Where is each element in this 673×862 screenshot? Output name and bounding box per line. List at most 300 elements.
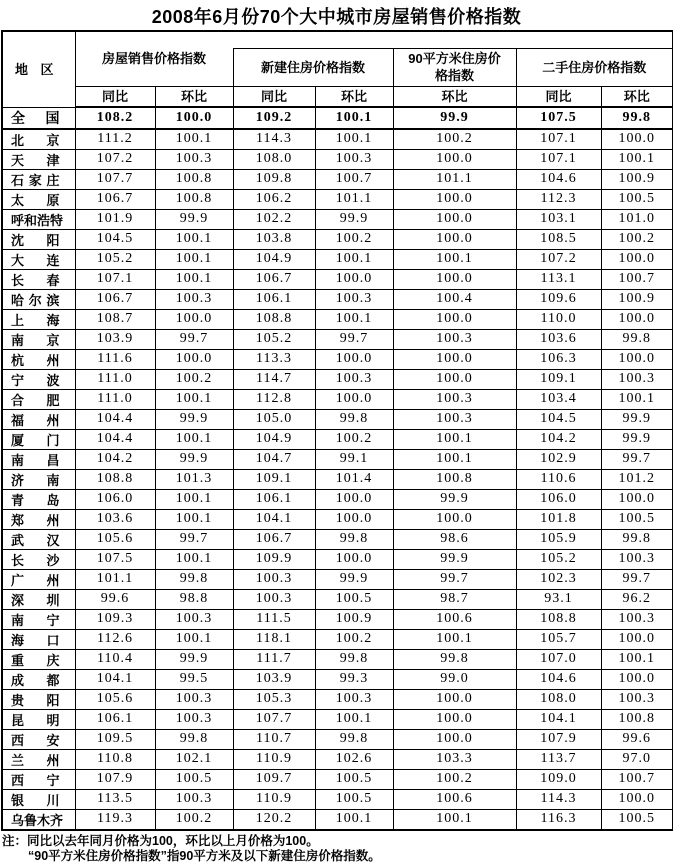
value-cell: 106.0 xyxy=(75,489,155,509)
value-cell: 104.1 xyxy=(75,669,155,689)
value-cell: 103.6 xyxy=(75,509,155,529)
header-blank-cell xyxy=(233,31,673,48)
sub-header-new-yoy: 同比 xyxy=(233,86,315,107)
value-cell: 100.2 xyxy=(393,129,516,150)
value-cell: 100.0 xyxy=(393,349,516,369)
value-cell: 100.0 xyxy=(315,349,393,369)
value-cell: 100.9 xyxy=(601,289,673,309)
value-cell: 103.4 xyxy=(516,389,601,409)
value-cell: 114.7 xyxy=(233,369,315,389)
value-cell: 99.9 xyxy=(315,209,393,229)
region-name: 广 州 xyxy=(11,572,60,588)
value-cell: 100.1 xyxy=(155,269,233,289)
value-cell: 99.8 xyxy=(155,729,233,749)
value-cell: 100.3 xyxy=(233,589,315,609)
value-cell: 100.5 xyxy=(601,809,673,830)
region-name: 昆 明 xyxy=(11,712,60,728)
value-cell: 100.3 xyxy=(155,789,233,809)
value-cell: 107.7 xyxy=(233,709,315,729)
col-group-new: 新建住房价格指数 xyxy=(233,48,393,86)
value-cell: 100.0 xyxy=(601,249,673,269)
value-cell: 118.1 xyxy=(233,629,315,649)
sub-header-new-mom: 环比 xyxy=(315,86,393,107)
value-cell: 98.8 xyxy=(155,589,233,609)
value-cell: 101.4 xyxy=(315,469,393,489)
value-cell: 110.7 xyxy=(233,729,315,749)
value-cell: 100.1 xyxy=(155,229,233,249)
value-cell: 101.3 xyxy=(155,469,233,489)
value-cell: 100.0 xyxy=(315,269,393,289)
region-name: 长 春 xyxy=(11,272,60,288)
value-cell: 99.8 xyxy=(315,729,393,749)
value-cell: 100.0 xyxy=(393,509,516,529)
notes xyxy=(0,831,673,862)
table-row xyxy=(2,669,673,689)
value-cell: 100.0 xyxy=(393,269,516,289)
value-cell: 107.9 xyxy=(516,729,601,749)
region-cell xyxy=(2,549,75,569)
value-cell: 99.7 xyxy=(601,449,673,469)
value-cell: 104.9 xyxy=(233,429,315,449)
value-cell: 98.6 xyxy=(393,529,516,549)
sub-header-overall-yoy: 同比 xyxy=(75,86,155,107)
value-cell: 100.3 xyxy=(601,369,673,389)
table-row xyxy=(2,529,673,549)
col-group-secondhand: 二手住房价格指数 xyxy=(516,48,673,86)
value-cell: 107.5 xyxy=(75,549,155,569)
table-row xyxy=(2,629,673,649)
col-group-overall: 房屋销售价格指数 xyxy=(75,31,233,86)
table-row xyxy=(2,229,673,249)
region-cell xyxy=(2,429,75,449)
value-cell: 104.1 xyxy=(233,509,315,529)
region-cell xyxy=(2,329,75,349)
region-cell xyxy=(2,309,75,329)
value-cell: 107.1 xyxy=(516,149,601,169)
value-cell: 100.3 xyxy=(155,149,233,169)
region-name: 哈 尔 滨 xyxy=(11,292,60,308)
value-cell: 102.1 xyxy=(155,749,233,769)
region-name: 上 海 xyxy=(11,312,60,328)
value-cell: 93.1 xyxy=(516,589,601,609)
value-cell: 99.0 xyxy=(393,669,516,689)
sub-header-overall-mom: 环比 xyxy=(155,86,233,107)
col-group-90sqm: 90平方米住房价格指数 xyxy=(393,48,516,86)
value-cell: 99.8 xyxy=(393,649,516,669)
value-cell: 99.6 xyxy=(601,729,673,749)
region-cell xyxy=(2,529,75,549)
value-cell: 99.8 xyxy=(315,529,393,549)
value-cell: 106.1 xyxy=(233,289,315,309)
value-cell: 100.2 xyxy=(155,369,233,389)
value-cell: 111.0 xyxy=(75,389,155,409)
value-cell: 99.9 xyxy=(393,107,516,129)
value-cell: 100.0 xyxy=(155,349,233,369)
region-name: 大 连 xyxy=(11,252,60,268)
region-name: 宁 波 xyxy=(11,372,60,388)
value-cell: 106.7 xyxy=(75,289,155,309)
value-cell: 99.9 xyxy=(393,489,516,509)
value-cell: 103.8 xyxy=(233,229,315,249)
region-cell xyxy=(2,249,75,269)
value-cell: 99.7 xyxy=(155,529,233,549)
region-name: 石 家 庄 xyxy=(11,172,60,188)
region-name: 武 汉 xyxy=(11,532,60,548)
value-cell: 100.0 xyxy=(315,549,393,569)
value-cell: 113.5 xyxy=(75,789,155,809)
value-cell: 104.2 xyxy=(75,449,155,469)
value-cell: 100.0 xyxy=(393,369,516,389)
value-cell: 103.1 xyxy=(516,209,601,229)
region-name: 杭 州 xyxy=(11,352,60,368)
value-cell: 100.3 xyxy=(315,689,393,709)
value-cell: 106.2 xyxy=(233,189,315,209)
value-cell: 99.9 xyxy=(601,429,673,449)
region-name: 海 口 xyxy=(11,632,60,648)
value-cell: 99.8 xyxy=(315,649,393,669)
value-cell: 100.3 xyxy=(233,569,315,589)
value-cell: 100.2 xyxy=(155,809,233,830)
value-cell: 107.5 xyxy=(516,107,601,129)
value-cell: 100.0 xyxy=(601,349,673,369)
table-row xyxy=(2,729,673,749)
value-cell: 104.5 xyxy=(516,409,601,429)
value-cell: 116.3 xyxy=(516,809,601,830)
table-row xyxy=(2,107,673,129)
value-cell: 100.1 xyxy=(393,809,516,830)
region-cell xyxy=(2,449,75,469)
value-cell: 104.9 xyxy=(233,249,315,269)
region-name: 西 安 xyxy=(11,732,60,748)
value-cell: 100.1 xyxy=(601,649,673,669)
value-cell: 100.0 xyxy=(315,389,393,409)
value-cell: 100.0 xyxy=(393,229,516,249)
region-cell xyxy=(2,489,75,509)
value-cell: 105.0 xyxy=(233,409,315,429)
table-row xyxy=(2,429,673,449)
value-cell: 112.6 xyxy=(75,629,155,649)
value-cell: 100.5 xyxy=(601,509,673,529)
value-cell: 99.7 xyxy=(393,569,516,589)
value-cell: 100.1 xyxy=(601,389,673,409)
value-cell: 100.1 xyxy=(155,509,233,529)
value-cell: 100.8 xyxy=(155,189,233,209)
value-cell: 105.6 xyxy=(75,689,155,709)
table-row xyxy=(2,329,673,349)
value-cell: 119.3 xyxy=(75,809,155,830)
value-cell: 98.7 xyxy=(393,589,516,609)
region-cell xyxy=(2,409,75,429)
value-cell: 103.9 xyxy=(75,329,155,349)
region-name: 全 国 xyxy=(11,109,60,126)
value-cell: 101.8 xyxy=(516,509,601,529)
value-cell: 99.3 xyxy=(315,669,393,689)
value-cell: 99.8 xyxy=(601,329,673,349)
table-row xyxy=(2,349,673,369)
region-cell xyxy=(2,189,75,209)
header-row-subheaders xyxy=(2,86,673,107)
region-cell xyxy=(2,789,75,809)
sub-header-90sqm-mom: 环比 xyxy=(393,86,516,107)
value-cell: 99.1 xyxy=(315,449,393,469)
table-row xyxy=(2,249,673,269)
value-cell: 99.9 xyxy=(155,209,233,229)
value-cell: 100.0 xyxy=(601,629,673,649)
value-cell: 100.2 xyxy=(315,229,393,249)
value-cell: 100.3 xyxy=(315,149,393,169)
region-name: 成 都 xyxy=(11,672,60,688)
value-cell: 100.1 xyxy=(393,249,516,269)
value-cell: 100.1 xyxy=(155,549,233,569)
region-name: 西 宁 xyxy=(11,772,60,788)
value-cell: 99.8 xyxy=(601,107,673,129)
table-row xyxy=(2,569,673,589)
region-header-label: 地 区 xyxy=(15,61,54,77)
table-body xyxy=(2,107,673,830)
value-cell: 111.6 xyxy=(75,349,155,369)
value-cell: 109.8 xyxy=(233,169,315,189)
value-cell: 100.0 xyxy=(393,709,516,729)
region-name: 沈 阳 xyxy=(11,232,60,248)
value-cell: 109.7 xyxy=(233,769,315,789)
region-cell xyxy=(2,469,75,489)
value-cell: 100.9 xyxy=(601,169,673,189)
value-cell: 114.3 xyxy=(516,789,601,809)
value-cell: 105.9 xyxy=(516,529,601,549)
value-cell: 99.7 xyxy=(601,569,673,589)
region-cell xyxy=(2,389,75,409)
table-row xyxy=(2,809,673,830)
value-cell: 104.5 xyxy=(75,229,155,249)
region-cell xyxy=(2,649,75,669)
value-cell: 100.2 xyxy=(393,769,516,789)
value-cell: 108.5 xyxy=(516,229,601,249)
region-cell xyxy=(2,129,75,150)
value-cell: 111.0 xyxy=(75,369,155,389)
value-cell: 100.0 xyxy=(601,129,673,150)
table-row xyxy=(2,649,673,669)
value-cell: 111.2 xyxy=(75,129,155,150)
table-row xyxy=(2,549,673,569)
value-cell: 99.9 xyxy=(315,569,393,589)
region-cell xyxy=(2,769,75,789)
value-cell: 100.8 xyxy=(155,169,233,189)
value-cell: 99.9 xyxy=(155,649,233,669)
table-row xyxy=(2,489,673,509)
table-header xyxy=(2,31,673,107)
value-cell: 107.1 xyxy=(516,129,601,150)
value-cell: 100.8 xyxy=(601,709,673,729)
value-cell: 100.5 xyxy=(315,789,393,809)
value-cell: 100.3 xyxy=(315,289,393,309)
value-cell: 100.3 xyxy=(155,609,233,629)
value-cell: 100.1 xyxy=(315,249,393,269)
value-cell: 104.4 xyxy=(75,409,155,429)
value-cell: 100.3 xyxy=(155,289,233,309)
value-cell: 100.0 xyxy=(601,309,673,329)
value-cell: 99.9 xyxy=(155,449,233,469)
table-row xyxy=(2,169,673,189)
table-row xyxy=(2,609,673,629)
table-row xyxy=(2,709,673,729)
value-cell: 108.7 xyxy=(75,309,155,329)
region-cell xyxy=(2,609,75,629)
value-cell: 99.7 xyxy=(155,329,233,349)
table-row xyxy=(2,589,673,609)
value-cell: 111.5 xyxy=(233,609,315,629)
value-cell: 100.1 xyxy=(393,429,516,449)
value-cell: 99.5 xyxy=(155,669,233,689)
value-cell: 106.7 xyxy=(233,269,315,289)
value-cell: 100.6 xyxy=(393,609,516,629)
value-cell: 100.4 xyxy=(393,289,516,309)
region-name: 天 津 xyxy=(11,152,60,168)
region-cell xyxy=(2,229,75,249)
value-cell: 99.6 xyxy=(75,589,155,609)
value-cell: 100.1 xyxy=(315,129,393,150)
value-cell: 100.3 xyxy=(155,689,233,709)
value-cell: 100.1 xyxy=(393,449,516,469)
value-cell: 105.2 xyxy=(75,249,155,269)
table-row xyxy=(2,189,673,209)
region-name: 太 原 xyxy=(11,192,60,208)
value-cell: 109.1 xyxy=(516,369,601,389)
value-cell: 97.0 xyxy=(601,749,673,769)
value-cell: 100.2 xyxy=(315,629,393,649)
value-cell: 108.2 xyxy=(75,107,155,129)
region-cell xyxy=(2,689,75,709)
region-header xyxy=(2,31,75,107)
value-cell: 110.0 xyxy=(516,309,601,329)
value-cell: 100.1 xyxy=(601,149,673,169)
value-cell: 105.6 xyxy=(75,529,155,549)
region-cell xyxy=(2,749,75,769)
value-cell: 110.4 xyxy=(75,649,155,669)
region-cell xyxy=(2,369,75,389)
region-cell xyxy=(2,349,75,369)
region-name: 福 州 xyxy=(11,412,60,428)
table-row xyxy=(2,449,673,469)
value-cell: 100.9 xyxy=(315,609,393,629)
value-cell: 102.2 xyxy=(233,209,315,229)
value-cell: 101.1 xyxy=(393,169,516,189)
value-cell: 107.0 xyxy=(516,649,601,669)
value-cell: 105.3 xyxy=(233,689,315,709)
value-cell: 111.7 xyxy=(233,649,315,669)
region-name: 兰 州 xyxy=(11,752,60,768)
value-cell: 100.3 xyxy=(155,709,233,729)
value-cell: 100.0 xyxy=(315,509,393,529)
value-cell: 100.1 xyxy=(393,629,516,649)
value-cell: 100.0 xyxy=(315,489,393,509)
value-cell: 102.9 xyxy=(516,449,601,469)
value-cell: 113.3 xyxy=(233,349,315,369)
value-cell: 100.8 xyxy=(393,469,516,489)
value-cell: 107.1 xyxy=(75,269,155,289)
value-cell: 100.3 xyxy=(601,609,673,629)
region-cell xyxy=(2,509,75,529)
value-cell: 100.7 xyxy=(601,769,673,789)
table-row xyxy=(2,389,673,409)
value-cell: 108.8 xyxy=(233,309,315,329)
price-index-table xyxy=(1,30,673,831)
value-cell: 100.1 xyxy=(155,389,233,409)
value-cell: 100.0 xyxy=(155,309,233,329)
value-cell: 99.7 xyxy=(315,329,393,349)
value-cell: 113.1 xyxy=(516,269,601,289)
table-row xyxy=(2,749,673,769)
value-cell: 109.6 xyxy=(516,289,601,309)
value-cell: 100.0 xyxy=(601,669,673,689)
value-cell: 100.0 xyxy=(393,189,516,209)
value-cell: 100.1 xyxy=(155,489,233,509)
region-name: 银 川 xyxy=(11,792,60,808)
table-row xyxy=(2,369,673,389)
value-cell: 100.0 xyxy=(601,489,673,509)
value-cell: 113.7 xyxy=(516,749,601,769)
region-name: 呼 和 浩 特 xyxy=(11,212,64,228)
value-cell: 100.7 xyxy=(601,269,673,289)
value-cell: 107.2 xyxy=(75,149,155,169)
value-cell: 106.7 xyxy=(233,529,315,549)
value-cell: 112.8 xyxy=(233,389,315,409)
value-cell: 110.9 xyxy=(233,789,315,809)
region-cell xyxy=(2,289,75,309)
table-row xyxy=(2,409,673,429)
value-cell: 100.0 xyxy=(393,149,516,169)
value-cell: 99.8 xyxy=(601,529,673,549)
region-cell xyxy=(2,629,75,649)
value-cell: 110.6 xyxy=(516,469,601,489)
value-cell: 100.1 xyxy=(155,429,233,449)
value-cell: 99.8 xyxy=(315,409,393,429)
value-cell: 104.1 xyxy=(516,709,601,729)
value-cell: 100.0 xyxy=(393,689,516,709)
region-name: 南 宁 xyxy=(11,612,60,628)
region-cell xyxy=(2,269,75,289)
region-cell xyxy=(2,709,75,729)
value-cell: 104.6 xyxy=(516,669,601,689)
region-cell xyxy=(2,669,75,689)
value-cell: 100.3 xyxy=(601,549,673,569)
value-cell: 100.5 xyxy=(315,769,393,789)
value-cell: 100.1 xyxy=(315,107,393,129)
region-cell xyxy=(2,729,75,749)
value-cell: 100.3 xyxy=(315,369,393,389)
value-cell: 99.8 xyxy=(155,569,233,589)
value-cell: 109.0 xyxy=(516,769,601,789)
value-cell: 109.3 xyxy=(75,609,155,629)
value-cell: 100.2 xyxy=(601,229,673,249)
value-cell: 101.1 xyxy=(75,569,155,589)
value-cell: 114.3 xyxy=(233,129,315,150)
value-cell: 108.8 xyxy=(516,609,601,629)
table-row xyxy=(2,209,673,229)
table-row xyxy=(2,289,673,309)
region-cell xyxy=(2,569,75,589)
value-cell: 100.1 xyxy=(315,709,393,729)
sub-header-secondhand-mom: 环比 xyxy=(601,86,673,107)
value-cell: 103.9 xyxy=(233,669,315,689)
value-cell: 104.7 xyxy=(233,449,315,469)
value-cell: 100.5 xyxy=(155,769,233,789)
region-name: 重 庆 xyxy=(11,652,60,668)
value-cell: 107.2 xyxy=(516,249,601,269)
value-cell: 106.7 xyxy=(75,189,155,209)
value-cell: 100.3 xyxy=(393,409,516,429)
value-cell: 107.7 xyxy=(75,169,155,189)
value-cell: 108.0 xyxy=(233,149,315,169)
